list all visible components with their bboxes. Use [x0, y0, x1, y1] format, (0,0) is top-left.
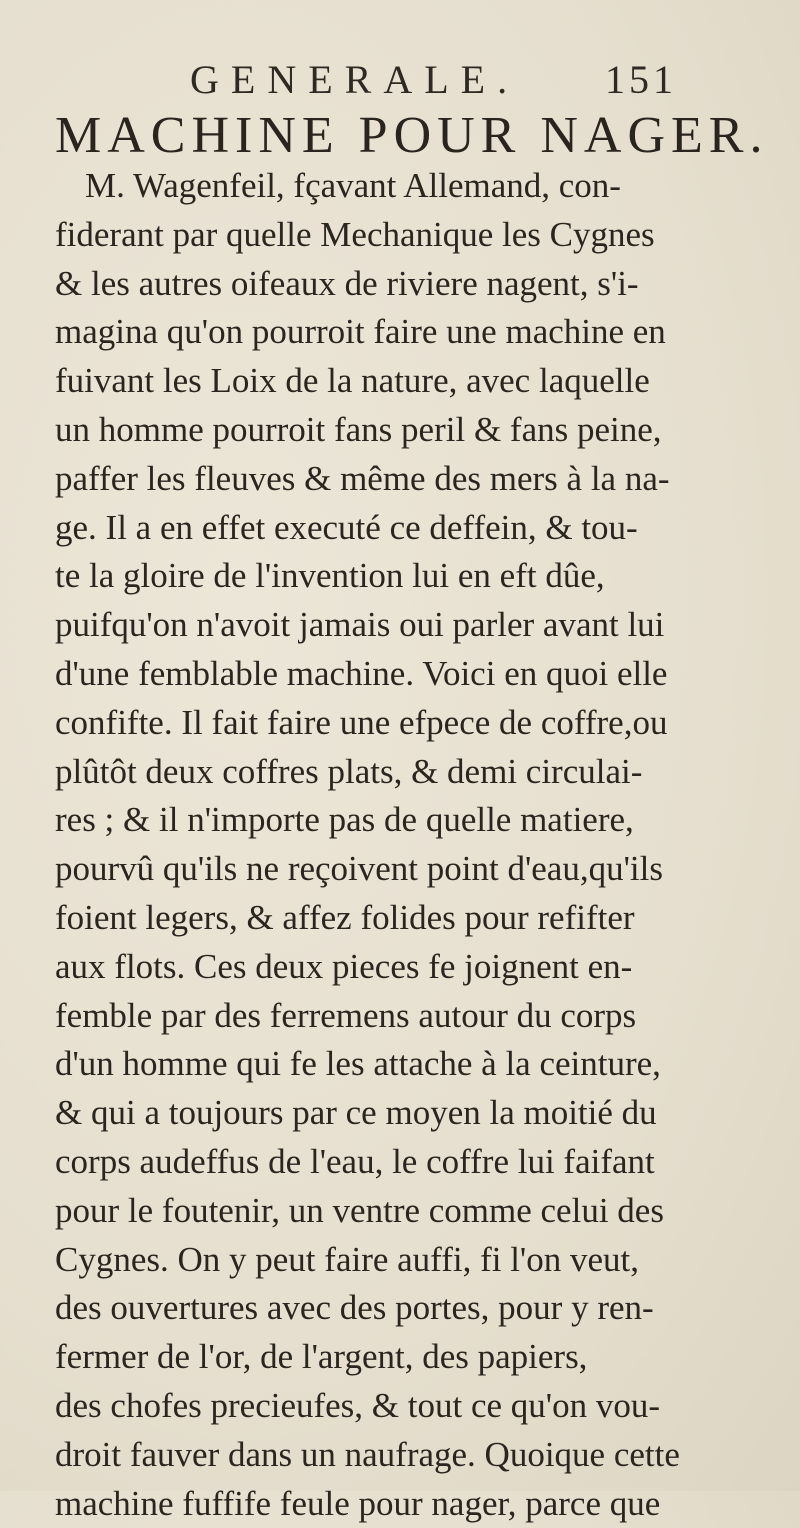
text-line: pourvû qu'ils ne reçoivent point d'eau,qu'ils: [55, 849, 663, 889]
text-line: ge. Il a en effet executé ce deffein, & tou-: [55, 507, 638, 547]
text-line: un homme pourroit fans peril & fans peine,: [55, 409, 662, 449]
text-line: confifte. Il fait faire une efpece de coffre,ou: [55, 702, 668, 742]
text-line: machine fuffife feule pour nager, parce que: [55, 1483, 661, 1523]
text-line: aux flots. Ces deux pieces fe joignent en-: [55, 946, 633, 986]
text-line: d'un homme qui fe les attache à la ceinture,: [55, 1044, 661, 1084]
body-text: [55, 162, 765, 1528]
text-line: des ouvertures avec des portes, pour y ren-: [55, 1288, 654, 1328]
text-line: paffer les fleuves & même des mers à la na-: [55, 458, 670, 498]
text-line: fiderant par quelle Mechanique les Cygnes: [55, 214, 655, 254]
text-line: magina qu'on pourroit faire une machine en: [55, 312, 666, 352]
running-head: GENERALE.: [190, 57, 520, 102]
text-line: & les autres oifeaux de riviere nagent, s'i-: [55, 263, 639, 303]
text-line: des chofes precieufes, & tout ce qu'on vou-: [55, 1385, 660, 1425]
text-line: puifqu'on n'avoit jamais oui parler avant lui: [55, 605, 665, 645]
text-line: femble par des ferremens autour du corps: [55, 995, 637, 1035]
text-line: res ; & il n'importe pas de quelle matiere,: [55, 800, 634, 840]
text-line: Cygnes. On y peut faire auffi, fi l'on veut,: [55, 1239, 639, 1279]
text-line: d'une femblable machine. Voici en quoi elle: [55, 653, 668, 693]
text-line: plûtôt deux coffres plats, & demi circulai-: [55, 751, 643, 791]
text-line: fuivant les Loix de la nature, avec laquelle: [55, 361, 650, 401]
text-line: foient legers, & affez folides pour refifter: [55, 897, 635, 937]
section-title: MACHINE POUR NAGER.: [55, 107, 769, 164]
page-number: 151: [605, 57, 677, 102]
text-line: corps audeffus de l'eau, le coffre lui faifant: [55, 1141, 655, 1181]
text-line: te la gloire de l'invention lui en eft dûe,: [55, 556, 605, 596]
text-line: droit fauver dans un naufrage. Quoique cette: [55, 1434, 680, 1474]
text-line: M. Wagenfeil, fçavant Allemand, con-: [85, 166, 621, 205]
text-line: fermer de l'or, de l'argent, des papiers,: [55, 1337, 588, 1377]
text-line: pour le foutenir, un ventre comme celui des: [55, 1190, 664, 1230]
text-line: & qui a toujours par ce moyen la moitié du: [55, 1093, 657, 1133]
